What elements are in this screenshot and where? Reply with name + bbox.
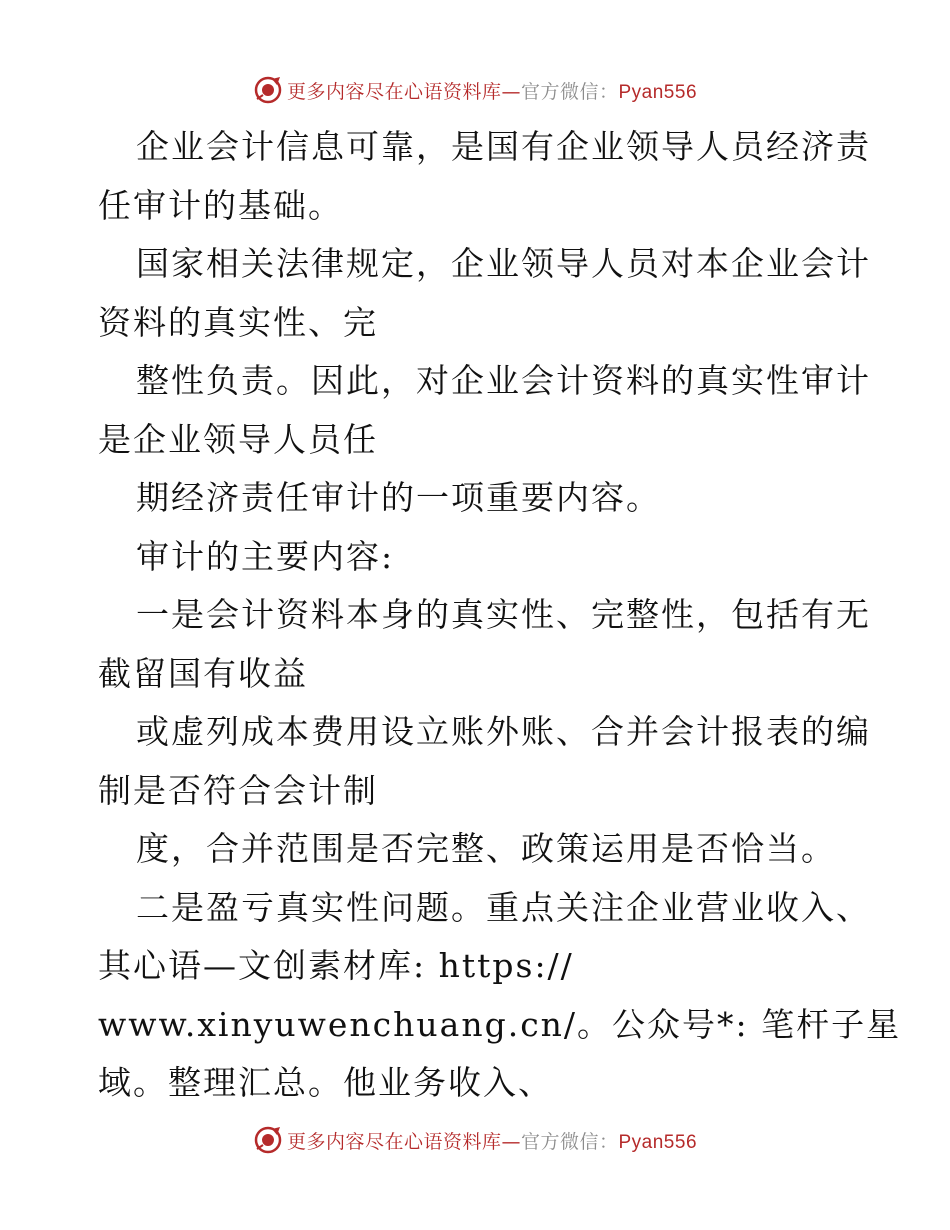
footer-banner [0, 1120, 950, 1160]
body-line-6: 是企业领导人员任 [98, 419, 378, 459]
body-line-2: 任审计的基础。 [98, 185, 343, 225]
body-line-5: 整性负责。因此，对企业会计资料的真实性审计 [136, 361, 871, 400]
body-line-11: 或虚列成本费用设立账外账、合并会计报表的编 [136, 712, 871, 751]
body-line-14: 二是盈亏真实性问题。重点关注企业营业收入、 [136, 887, 871, 927]
body-line-4: 资料的真实性、完 [98, 302, 378, 342]
header-banner-sub: 官方微信： [520, 80, 619, 103]
pen-logo-icon [253, 1125, 283, 1155]
body-line-17: 域。整理汇总。他业务收入、 [98, 1063, 553, 1102]
footer-banner-text [287, 1127, 697, 1154]
header-banner-text [287, 77, 697, 104]
footer-banner-handle: Pyan556 [618, 1131, 698, 1153]
header-banner-dash: — [501, 80, 521, 103]
header-banner [0, 70, 950, 110]
body-line-15: 其心语—文创素材库: https:// [98, 946, 574, 985]
body-line-10: 截留国有收益 [98, 653, 308, 693]
body-line-3: 国家相关法律规定，企业领导人员对本企业会计 [136, 244, 871, 283]
footer-banner-dash: — [501, 1130, 521, 1153]
header-banner-handle: Pyan556 [618, 81, 698, 103]
body-line-16: www.xinyuwenchuang.cn/。公众号*: 笔杆子星 [98, 1004, 902, 1044]
footer-banner-main: 更多内容尽在心语资料库 [286, 1130, 502, 1153]
body-line-9: 一是会计资料本身的真实性、完整性，包括有无 [136, 595, 871, 634]
footer-banner-sub: 官方微信： [520, 1130, 619, 1153]
body-line-7: 期经济责任审计的一项重要内容。 [136, 478, 661, 517]
body-line-12: 制是否符合会计制 [98, 770, 378, 810]
pen-logo-icon [253, 75, 283, 105]
body-line-13: 度，合并范围是否完整、政策运用是否恰当。 [136, 829, 836, 868]
document-body [98, 118, 902, 1113]
header-banner-main: 更多内容尽在心语资料库 [286, 80, 502, 103]
body-line-8: 审计的主要内容: [136, 536, 395, 576]
body-line-1: 企业会计信息可靠，是国有企业领导人员经济责 [136, 127, 871, 166]
